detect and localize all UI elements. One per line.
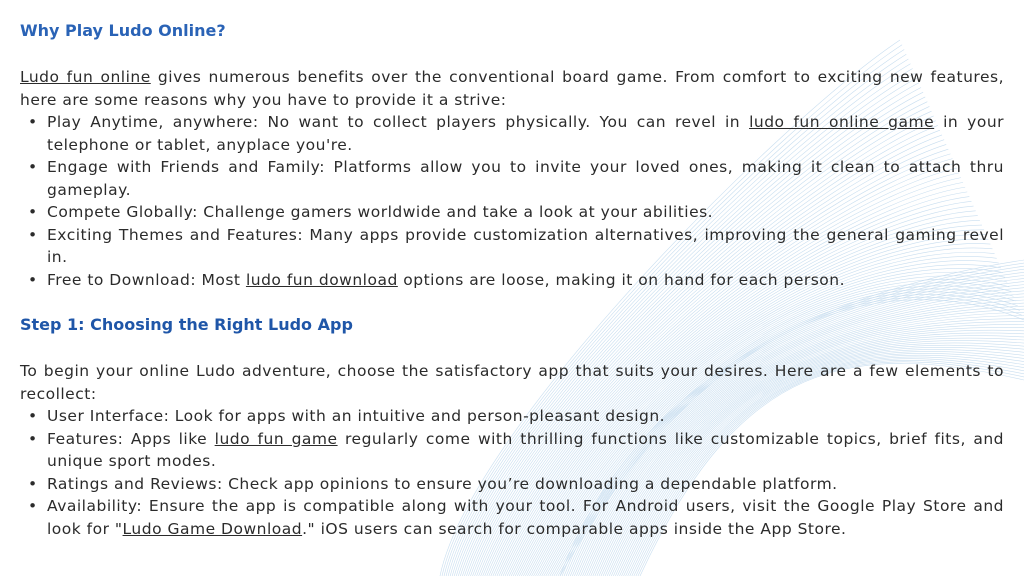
list-item: • User Interface: Look for apps with an intuitive and person-pleasant design. <box>47 405 1004 428</box>
intro-paragraph <box>20 66 1004 111</box>
list-item: • Free to Download: Most ludo fun download options are loose, making it on hand for each person. <box>47 269 1004 292</box>
ludo-game-download-link[interactable]: Ludo Game Download <box>122 519 303 538</box>
list-item: • Engage with Friends and Family: Platforms allow you to invite your loved ones, making it clean to attach thru gameplay. <box>47 156 1004 201</box>
ludo-fun-online-link[interactable]: Ludo fun online <box>20 68 151 86</box>
ludo-fun-game-link[interactable]: ludo fun game <box>214 429 338 448</box>
list-item: • Features: Apps like ludo fun game regularly come with thrilling functions like customizable topics, brief fits, and unique sport modes. <box>47 428 1004 473</box>
intro-text: gives numerous benefits over the conventional board game. From comfort to exciting new features, here are some reasons why you have to provide it a strive: <box>20 68 1004 109</box>
list-item: • Ratings and Reviews: Check app opinions to ensure you’re downloading a dependable platform. <box>47 473 1004 496</box>
section-heading-why-play: Why Play Ludo Online? <box>20 21 226 40</box>
benefits-list <box>20 111 1004 291</box>
step-1-paragraph: To begin your online Ludo adventure, choose the satisfactory app that suits your desires. Here are a few elements to recollect: <box>20 362 1004 403</box>
list-item: • Compete Globally: Challenge gamers worldwide and take a look at your abilities. <box>47 201 1004 224</box>
list-item: • Availability: Ensure the app is compatible along with your tool. For Android users, visit the Google Play Store and look for "Ludo Game Download." iOS users can search for comparable apps inside the App Store. <box>47 495 1004 540</box>
app-criteria-list <box>20 405 1004 540</box>
section-heading-step-1: Step 1: Choosing the Right Ludo App <box>20 315 353 334</box>
list-item: • Exciting Themes and Features: Many apps provide customization alternatives, improving the general gaming revel in. <box>47 224 1004 269</box>
ludo-fun-download-link[interactable]: ludo fun download <box>245 270 398 289</box>
article-content <box>20 20 1004 540</box>
ludo-fun-online-game-link[interactable]: ludo fun online game <box>749 113 935 131</box>
list-item: • Play Anytime, anywhere: No want to collect players physically. You can revel in ludo fun online game in your telephone or tablet, anyplace you're. <box>47 111 1004 156</box>
